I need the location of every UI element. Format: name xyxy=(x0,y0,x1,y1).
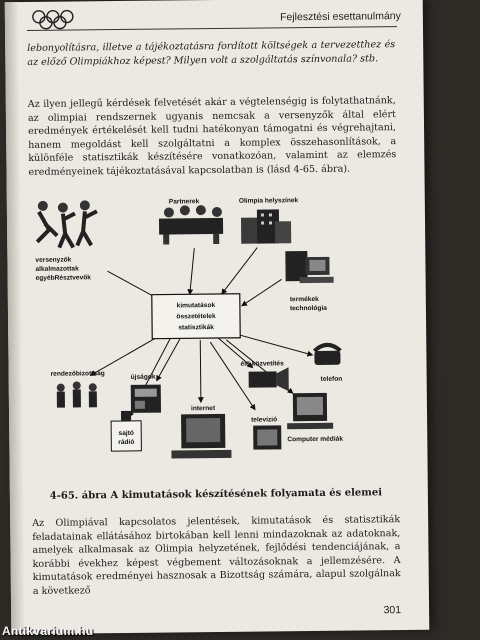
center-line-3: statisztikák xyxy=(178,324,214,332)
arrow-internet xyxy=(200,340,201,402)
arrow-televizio xyxy=(210,342,255,410)
paragraph-2: Az ilyen jellegű kérdések felvetését akár a végtelenségig is folytathatnánk, az olimpiai rendszernek ugyanis nemcsak a versenyzők által elért eredmények értékelését kell tudni hatékonyan támogatni és végrehajtani, hanem megoldást kell szolgáltatni a komplex összehasonlítások, a különféle statisztikák készítésére vonatkozóan, valamint az elemzés eredményeinek tájékoztatásával kapcsolatban is (lásd 4-65. ábra). xyxy=(27,95,397,178)
label-versenyzok-3: egyébRésztvevők xyxy=(35,274,91,282)
label-partnerek: Partnerek xyxy=(168,198,200,206)
arrow-termekek xyxy=(242,279,282,305)
athletes-icon xyxy=(37,200,97,248)
process-diagram xyxy=(29,186,400,480)
label-termekek-2: technológia xyxy=(289,304,327,313)
paragraph-3: Az Olimpiával kapcsolatos jelentések, kimutatások és statisztikák feladatainak ellátásához birtokában kell lenni mindazoknak az adatoknak, amelyek alkalmasak az Olimpia helyzetének, fejlődési tendenciájának, a korábbi évekhez képest végbement változásoknak a jellemzésére. A kimutatások eredményei hasznosak a Bizottság számára, alapul szolgálnak a következő xyxy=(32,514,401,597)
book-page xyxy=(5,0,430,634)
label-olimpia: Olimpia helyszínek xyxy=(238,197,299,205)
label-versenyzok-2: alkalmazottak xyxy=(35,265,79,273)
label-elo: élő közvetítés xyxy=(240,360,284,368)
label-sajto-2: rádió xyxy=(118,438,135,447)
label-sajto-1: sajtó xyxy=(118,429,134,438)
internet-monitor-icon xyxy=(171,414,231,459)
center-line-2: összetételek xyxy=(176,313,216,321)
television-icon xyxy=(253,425,281,449)
label-televizio: televízió xyxy=(251,416,278,424)
olympic-rings-icon xyxy=(31,9,81,30)
figure-caption: 4-65. ábra A kimutatások készítésének folyamata és elemei xyxy=(49,487,383,502)
label-telefon: telefon xyxy=(320,375,343,383)
page-gutter-shadow xyxy=(5,2,26,634)
label-versenyzok-1: versenyzők xyxy=(35,256,72,264)
video-camera-icon xyxy=(249,367,289,391)
arrow-partnerek xyxy=(189,248,194,294)
telephone-icon xyxy=(314,345,340,365)
header-rule xyxy=(27,26,397,31)
center-line-1: kimutatások xyxy=(176,302,216,310)
label-computer: Computer médiák xyxy=(287,435,344,444)
newspaper-icon xyxy=(131,385,161,413)
venue-buildings-icon xyxy=(241,209,291,244)
arrow-telefon xyxy=(235,333,312,356)
partners-meeting-icon xyxy=(159,205,223,245)
committee-people-icon xyxy=(57,381,97,407)
watermark-logo: Antikvarium.hu xyxy=(2,624,94,638)
label-rendezo: rendezőbizottság xyxy=(50,370,105,378)
computer-media-icon xyxy=(287,393,333,429)
label-ujsagok: újságok xyxy=(130,373,156,381)
running-header: Fejlesztési esettanulmány xyxy=(280,10,401,24)
computer-tower-icon xyxy=(285,251,333,284)
arrow-ujsagok xyxy=(156,338,180,380)
arrow-versenyzok xyxy=(108,271,158,300)
label-termekek-1: termékek xyxy=(289,295,319,304)
paragraph-1: lebonyolításra, illetve a tájékoztatásra fordított költségek a tervezetthez és az előző Olimpiákhoz képest? Milyen volt a szolgáltatás színvonala? stb. xyxy=(27,39,396,68)
page-number: 301 xyxy=(383,604,402,617)
arrow-olimpia xyxy=(221,248,257,294)
label-internet: internet xyxy=(190,405,216,413)
